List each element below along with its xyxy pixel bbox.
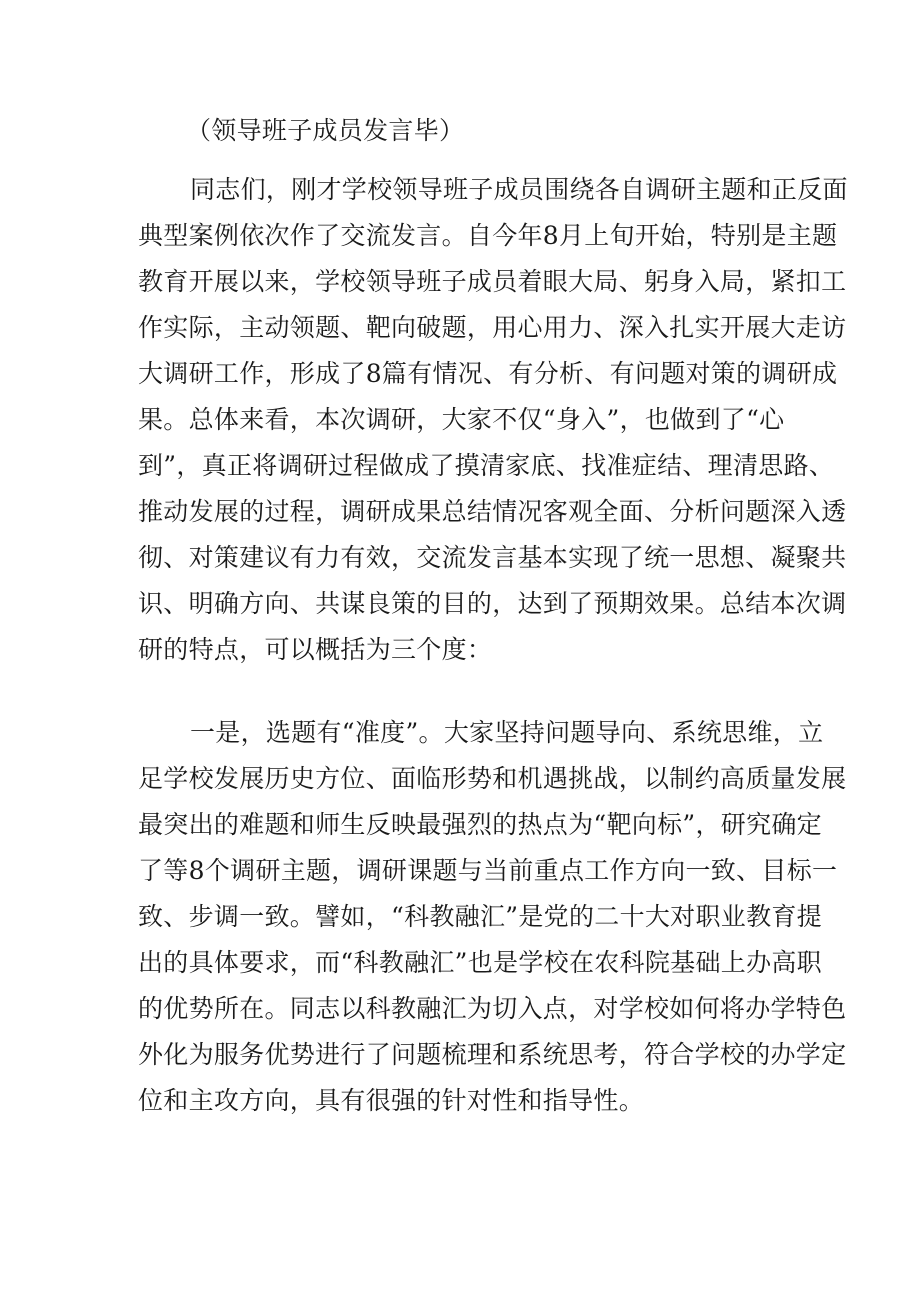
paragraph-line: 研的特点，可以概括为三个度： bbox=[138, 635, 493, 664]
paragraph-line: 足学校发展历史方位、面临形势和机遇挑战，以制约高质量发展 bbox=[138, 764, 847, 793]
paragraph-line: 外化为服务优势进行了问题梳理和系统思考，符合学校的办学定 bbox=[138, 1040, 847, 1069]
paragraph-line: 位和主攻方向，具有很强的针对性和指导性。 bbox=[138, 1086, 645, 1115]
paragraph-line: 推动发展的过程，调研成果总结情况客观全面、分析问题深入透 bbox=[138, 497, 847, 526]
paragraph-line: 到”，真正将调研过程做成了摸清家底、找准症结、理清思路、 bbox=[138, 451, 835, 480]
paragraph-line: 致、步调一致。譬如，“科教融汇”是党的二十大对职业教育提 bbox=[138, 902, 822, 931]
paragraph-line: 彻、对策建议有力有效，交流发言基本实现了统一思想、凝聚共 bbox=[138, 543, 847, 572]
meeting-note bbox=[186, 108, 846, 154]
paragraph-line: 同志们，刚才学校领导班子成员围绕各自调研主题和正反面 bbox=[190, 175, 848, 204]
paragraph-line: 的优势所在。同志以科教融汇为切入点，对学校如何将办学特色 bbox=[138, 994, 847, 1023]
paragraph-line: 了等8个调研主题，调研课题与当前重点工作方向一致、目标一 bbox=[138, 856, 838, 885]
note-line: （领导班子成员发言毕） bbox=[186, 116, 465, 145]
paragraph-line: 出的具体要求，而“科教融汇”也是学校在农科院基础上办高职 bbox=[138, 948, 822, 977]
paragraph-line: 一是，选题有“准度”。大家坚持问题导向、系统思维，立 bbox=[190, 718, 824, 747]
paragraph-line: 教育开展以来，学校领导班子成员着眼大局、躬身入局，紧扣工 bbox=[138, 267, 847, 296]
paragraph-1 bbox=[138, 167, 848, 673]
paragraph-line: 大调研工作，形成了8篇有情况、有分析、有问题对策的调研成 bbox=[138, 359, 838, 388]
paragraph-line: 作实际，主动领题、靶向破题，用心用力、深入扎实开展大走访 bbox=[138, 313, 847, 342]
paragraph-line: 果。总体来看，本次调研，大家不仅“身入”，也做到了“心 bbox=[138, 405, 785, 434]
paragraph-2 bbox=[138, 710, 847, 1124]
paragraph-line: 最突出的难题和师生反映最强烈的热点为“靶向标”，研究确定 bbox=[138, 810, 822, 839]
paragraph-line: 典型案例依次作了交流发言。自今年8月上旬开始，特别是主题 bbox=[138, 221, 838, 250]
paragraph-line: 识、明确方向、共谋良策的目的，达到了预期效果。总结本次调 bbox=[138, 589, 847, 618]
